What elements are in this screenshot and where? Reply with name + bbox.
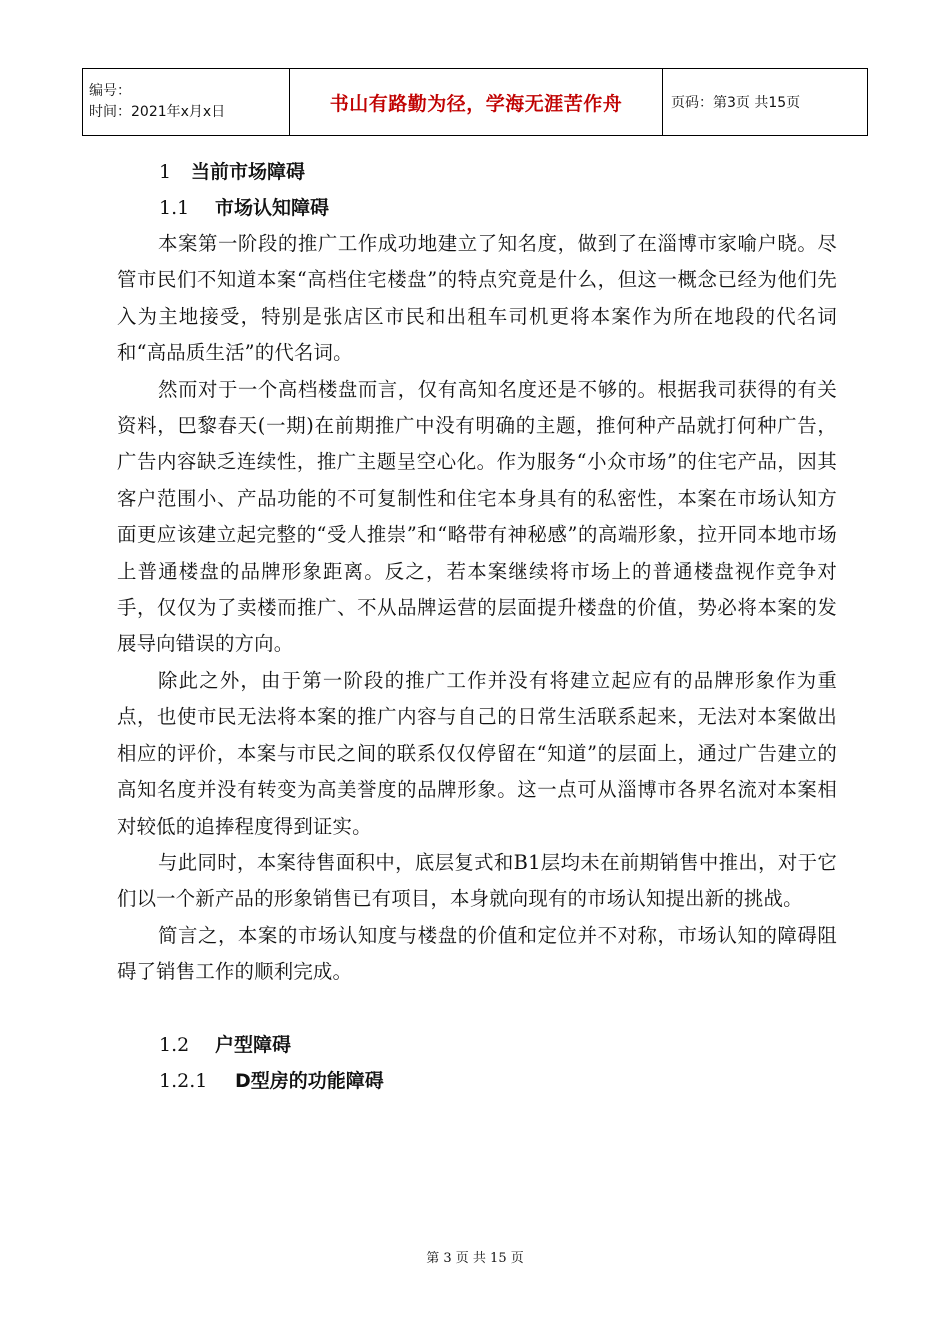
header-meta-cell: [83, 69, 290, 136]
section-number: 1.2.1: [159, 1069, 208, 1092]
page-footer: 第 3 页 共 15 页: [426, 1251, 524, 1266]
section-title: 市场认知障碍: [215, 197, 330, 219]
body-paragraph: 与此同时，本案待售面积中，底层复式和B1层均未在前期销售中推出，对于它们以一个新产品的形象销售已有项目，本身就向现有的市场认知提出新的挑战。: [117, 850, 837, 911]
body-paragraph: 本案第一阶段的推广工作成功地建立了知名度，做到了在淄博市家喻户晓。尽管市民们不知道本案“高档住宅楼盘”的特点究竟是什么，但这一概念已经为他们先入为主地接受，特别是张店区市民和出租车司机更将本案作为所在地段的代名词和“高品质生活”的代名词。: [117, 232, 837, 365]
paragraph-spacer: [117, 991, 837, 1027]
section-heading-1-2-1: [159, 1063, 837, 1099]
body-paragraph: 除此之外，由于第一阶段的推广工作并没有将建立起应有的品牌形象作为重点，也使市民无法将本案的推广内容与自己的日常生活联系起来，无法对本案做出相应的评价，本案与市民之间的联系仅仅停留在“知道”的层面上，通过广告建立的高知名度并没有转变为高美誉度的品牌形象。这一点可从淄博市各界名流对本案相对较低的追捧程度得到证实。: [117, 668, 837, 838]
section-title: 当前市场障碍: [191, 161, 306, 183]
document-time-label: 时间：2021年x月x日: [89, 104, 226, 120]
document-number-label: 编号：: [89, 83, 131, 99]
section-number: 1.1: [159, 197, 190, 219]
section-number: 1: [159, 161, 172, 183]
section-title: 户型障碍: [215, 1033, 292, 1056]
section-heading-1: [159, 154, 837, 190]
section-heading-1-1: [159, 190, 837, 226]
section-heading-1-2: [159, 1027, 837, 1063]
header-motto: 书山有路勤为径，学海无涯苦作舟: [290, 69, 663, 136]
body-paragraph: 简言之，本案的市场认知度与楼盘的价值和定位并不对称，市场认知的障碍阻碍了销售工作的顺利完成。: [117, 923, 837, 984]
document-header-table: [82, 68, 868, 136]
header-page-code: 页码：第3页 共15页: [663, 69, 868, 136]
body-paragraph: 然而对于一个高档楼盘而言，仅有高知名度还是不够的。根据我司获得的有关资料，巴黎春天(一期)在前期推广中没有明确的主题，推何种产品就打何种广告，广告内容缺乏连续性，推广主题呈空心化。作为服务“小众市场”的住宅产品，因其客户范围小、产品功能的不可复制性和住宅本身具有的私密性，本案在市场认知方面更应该建立起完整的“受人推崇”和“略带有神秘感”的高端形象，拉开同本地市场上普通楼盘的品牌形象距离。反之，若本案继续将市场上的普通楼盘视作竞争对手，仅仅为了卖楼而推广、不从品牌运营的层面提升楼盘的价值，势必将本案的发展导向错误的方向。: [117, 377, 837, 656]
section-number: 1.2: [159, 1033, 190, 1056]
section-title: D型房的功能障碍: [235, 1069, 384, 1092]
document-body: [117, 154, 837, 1099]
